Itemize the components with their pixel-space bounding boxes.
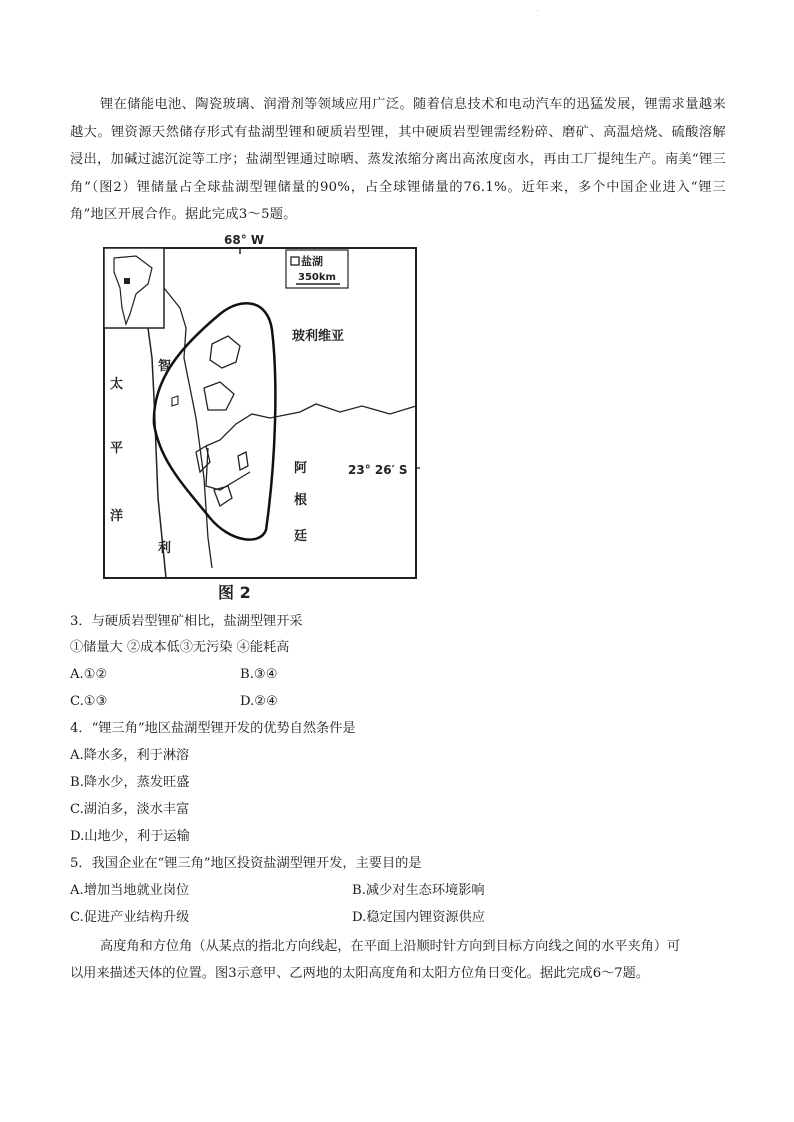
figure-2-map [100, 228, 420, 606]
legend-salt-lake: 盐湖 [301, 255, 323, 268]
q3-option-c: C.①③ [70, 694, 108, 709]
label-argentina-3: 廷 [294, 529, 308, 544]
scale-label: 350km [298, 272, 336, 283]
figure-caption: 图 2 [218, 583, 251, 602]
label-pacific-2: 平 [110, 441, 124, 456]
q4-stem: 4．“锂三角”地区盐湖型锂开发的优势自然条件是 [70, 721, 356, 736]
outro-line-2: 以用来描述天体的位置。图3示意甲、乙两地的太阳高度角和太阳方位角日变化。据此完成6～7题。 [70, 966, 650, 981]
q4-option-c: C.湖泊多，淡水丰富 [70, 802, 190, 817]
inset-map-south-america [104, 248, 164, 328]
q4-option-d: D.山地少，利于运输 [70, 829, 190, 844]
label-pacific-1: 太 [110, 377, 124, 392]
q5-option-a: A.增加当地就业岗位 [70, 883, 190, 898]
longitude-label: 68° W [224, 233, 265, 247]
q3-option-d: D.②④ [240, 694, 278, 709]
q3-stem: 3．与硬质岩型锂矿相比，盐湖型锂开采 [70, 614, 303, 629]
outro-line-1: 高度角和方位角（从某点的指北方向线起，在平面上沿顺时针方向到目标方向线之间的水平夹角）可 [100, 939, 681, 954]
q5-option-b: B.减少对生态环境影响 [352, 883, 485, 898]
label-argentina-2: 根 [294, 493, 308, 508]
q3-option-b: B.③④ [240, 667, 278, 682]
q5-option-d: D.稳定国内锂资源供应 [352, 910, 485, 925]
q4-option-a: A.降水多，利于淋溶 [70, 748, 190, 763]
q4-option-b: B.降水少，蒸发旺盛 [70, 775, 190, 790]
q3-option-a: A.①② [70, 667, 108, 682]
q5-option-c: C.促进产业结构升级 [70, 910, 190, 925]
page-mark: . [537, 6, 539, 13]
map-legend [286, 250, 348, 288]
label-argentina-1: 阿 [294, 461, 308, 476]
label-pacific-3: 洋 [110, 509, 124, 524]
q5-stem: 5．我国企业在“锂三角”地区投资盐湖型锂开发，主要目的是 [70, 856, 422, 871]
label-chile-1: 智 [158, 359, 172, 374]
q3-items: ①储量大 ②成本低③无污染 ④能耗高 [70, 640, 290, 655]
tropic-label: 23° 26′ S [348, 463, 408, 477]
label-bolivia: 玻利维亚 [292, 329, 345, 344]
intro-paragraph: 锂在储能电池、陶瓷玻璃、润滑剂等领域应用广泛。随着信息技术和电动汽车的迅猛发展，锂需求量越来越大。锂资源天然储存形式有盐湖型锂和硬质岩型锂，其中硬质岩型锂需经粉碎、磨矿、高温焙烧、硫酸溶解浸出，加碱过滤沉淀等工序；盐湖型锂通过晾晒、蒸发浓缩分离出高浓度卤水，再由工厂提纯生产。南美“锂三角”（图2）锂储量占全球盐湖型锂储量的90%，占全球锂储量的76.1%。近年来，多个中国企业进入“锂三角”地区开展合作。据此完成3～5题。 [70, 97, 726, 222]
label-chile-2: 利 [158, 541, 172, 556]
